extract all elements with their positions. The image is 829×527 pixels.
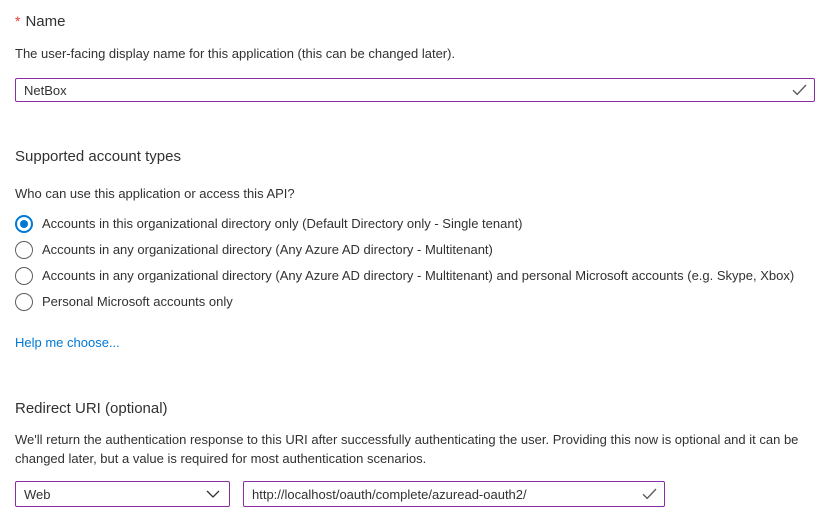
supported-account-types-heading: Supported account types — [15, 148, 181, 165]
name-label-text: Name — [25, 13, 66, 30]
radio-option-multitenant[interactable] — [15, 237, 815, 263]
platform-selected-value: Web — [24, 486, 51, 502]
redirect-uri-input-container — [243, 481, 665, 507]
name-section-label — [15, 11, 815, 32]
radio-button-icon[interactable] — [15, 241, 33, 259]
radio-button-icon[interactable] — [15, 293, 33, 311]
radio-option-multitenant-personal[interactable] — [15, 263, 815, 289]
radio-option-label[interactable]: Accounts in any organizational directory (Any Azure AD directory - Multitenant) — [42, 242, 493, 257]
name-input-container — [15, 78, 815, 102]
redirect-uri-row — [15, 481, 815, 507]
redirect-uri-heading: Redirect URI (optional) — [15, 400, 168, 417]
required-asterisk: * — [15, 13, 21, 29]
radio-option-label[interactable]: Personal Microsoft accounts only — [42, 294, 233, 309]
redirect-uri-input[interactable] — [243, 481, 665, 507]
radio-option-single-tenant[interactable] — [15, 211, 815, 237]
radio-option-label[interactable]: Accounts in this organizational directory only (Default Directory only - Single tenant) — [42, 216, 523, 231]
account-type-radio-group — [15, 211, 815, 315]
name-description: The user-facing display name for this application (this can be changed later). — [15, 46, 456, 61]
chevron-down-icon — [206, 490, 220, 499]
radio-option-personal-only[interactable] — [15, 289, 815, 315]
app-registration-form — [0, 11, 829, 507]
radio-button-icon[interactable] — [15, 215, 33, 233]
help-me-choose-link[interactable]: Help me choose... — [15, 335, 120, 350]
name-input[interactable] — [15, 78, 815, 102]
redirect-uri-description: We'll return the authentication response to this URI after successfully authenticating the user. Providing this now is optional and it can be changed later, but a value is required for most authentication scenarios. — [15, 432, 799, 466]
account-types-question: Who can use this application or access this API? — [15, 186, 295, 201]
platform-select-dropdown[interactable] — [15, 481, 230, 507]
radio-option-label[interactable]: Accounts in any organizational directory (Any Azure AD directory - Multitenant) and personal Microsoft accounts (e.g. Skype, Xbox) — [42, 268, 795, 283]
radio-button-icon[interactable] — [15, 267, 33, 285]
